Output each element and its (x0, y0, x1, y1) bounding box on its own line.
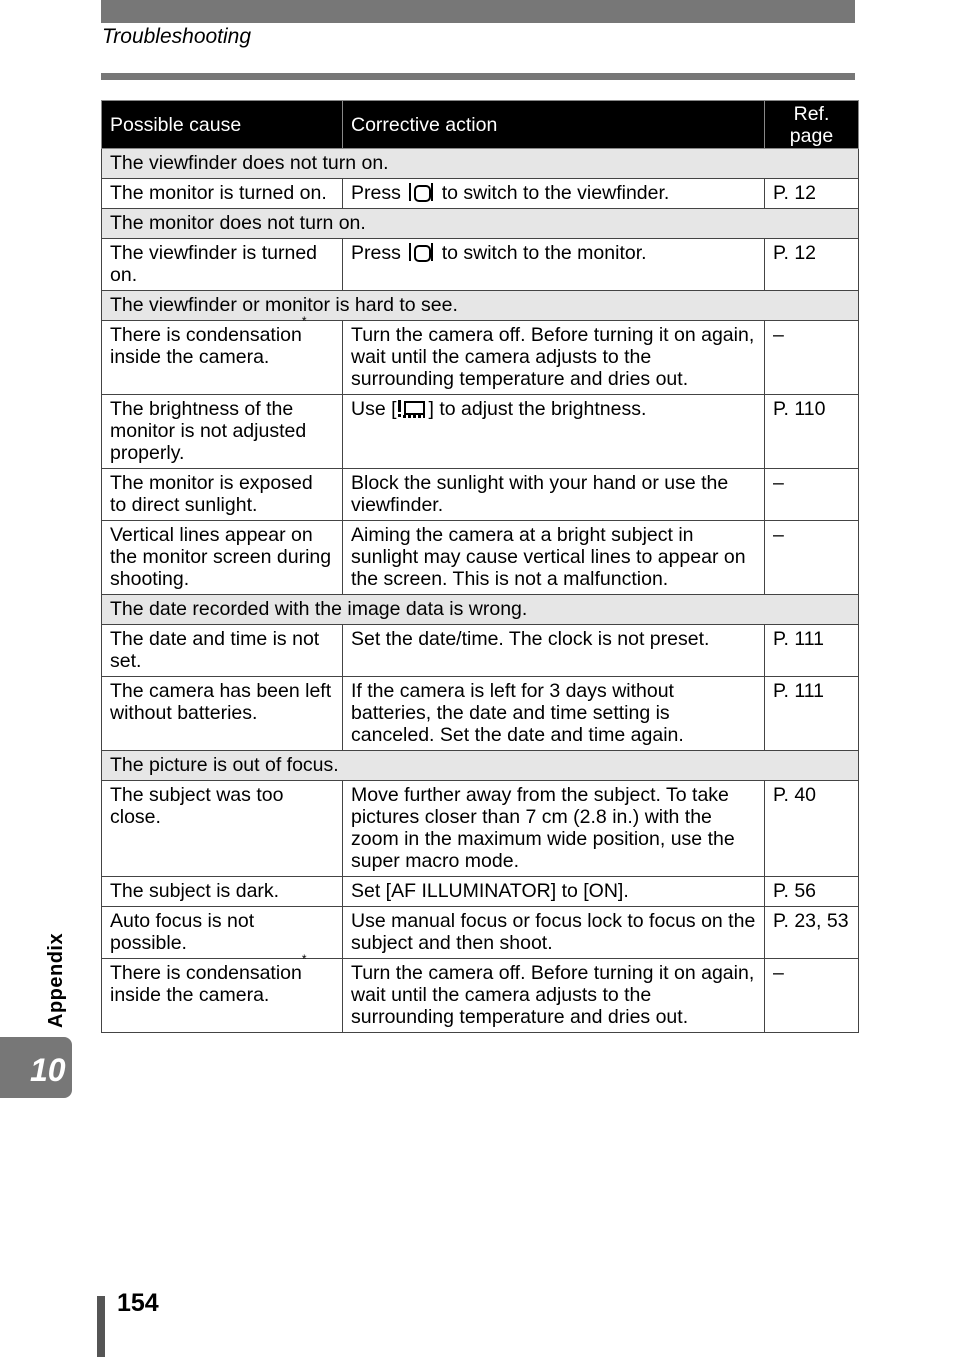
header-rule (101, 73, 855, 80)
action-cell: Press to switch to the viewfinder. (343, 179, 765, 209)
table-row (102, 179, 859, 209)
table-row (102, 321, 859, 395)
table-header-row (102, 101, 859, 149)
viewfinder-monitor-button-icon (408, 243, 434, 261)
cause-cell: Vertical lines appear on the monitor screen during shooting. (102, 521, 343, 595)
ref-page-cell: P. 111 (765, 625, 859, 677)
symptom-group-row (102, 595, 859, 625)
column-header-cause: Possible cause (102, 101, 343, 149)
table-row (102, 959, 859, 1033)
action-cell: Set the date/time. The clock is not preset. (343, 625, 765, 677)
symptom-title: The picture is out of focus. (102, 751, 859, 781)
ref-page-cell: P. 12 (765, 239, 859, 291)
ref-page-cell: P. 23, 53 (765, 907, 859, 959)
action-cell: If the camera is left for 3 days without batteries, the date and time setting is canceled. Set the date and time again. (343, 677, 765, 751)
cause-cell: The viewfinder is turned on. (102, 239, 343, 291)
cause-cell: The date and time is not set. (102, 625, 343, 677)
table-row (102, 625, 859, 677)
symptom-title: The monitor does not turn on. (102, 209, 859, 239)
table-row (102, 677, 859, 751)
table-row (102, 469, 859, 521)
cause-cell: There is condensation* inside the camera. (102, 321, 343, 395)
ref-page-cell: – (765, 469, 859, 521)
ref-page-cell: P. 12 (765, 179, 859, 209)
symptom-group-row (102, 291, 859, 321)
action-cell: Turn the camera off. Before turning it on again, wait until the camera adjusts to the surrounding temperature and dries out. (343, 321, 765, 395)
troubleshooting-table (101, 100, 859, 1033)
cause-cell: The monitor is turned on. (102, 179, 343, 209)
action-cell: Aiming the camera at a bright subject in sunlight may cause vertical lines to appear on the screen. This is not a malfunction. (343, 521, 765, 595)
chapter-number: 10 (30, 1052, 66, 1088)
table-row (102, 239, 859, 291)
column-header-ref-page: Ref. page (765, 101, 859, 149)
action-cell: Set [AF ILLUMINATOR] to [ON]. (343, 877, 765, 907)
action-cell: Use [ ] to adjust the brightness. (343, 395, 765, 469)
table-row (102, 907, 859, 959)
header-bar (101, 0, 855, 23)
footnote-marker: * (301, 952, 307, 966)
column-header-action: Corrective action (343, 101, 765, 149)
cause-cell: The brightness of the monitor is not adjusted properly. (102, 395, 343, 469)
ref-page-cell: P. 40 (765, 781, 859, 877)
cause-cell: The monitor is exposed to direct sunlight. (102, 469, 343, 521)
symptom-title: The date recorded with the image data is wrong. (102, 595, 859, 625)
symptom-group-row (102, 149, 859, 179)
ref-page-cell: P. 111 (765, 677, 859, 751)
table-row (102, 395, 859, 469)
cause-cell: The subject is dark. (102, 877, 343, 907)
action-cell: Move further away from the subject. To take pictures closer than 7 cm (2.8 in.) with the zoom in the maximum wide position, use the super macro mode. (343, 781, 765, 877)
symptom-title: The viewfinder or monitor is hard to see. (102, 291, 859, 321)
symptom-group-row (102, 209, 859, 239)
table-row (102, 877, 859, 907)
cause-cell: The subject was too close. (102, 781, 343, 877)
section-side-label: Appendix (45, 932, 67, 1028)
cause-cell: The camera has been left without batteries. (102, 677, 343, 751)
cause-cell: Auto focus is not possible. (102, 907, 343, 959)
table-row (102, 521, 859, 595)
ref-page-cell: – (765, 321, 859, 395)
table-row (102, 781, 859, 877)
action-cell: Press to switch to the monitor. (343, 239, 765, 291)
symptom-group-row (102, 751, 859, 781)
action-cell: Turn the camera off. Before turning it on again, wait until the camera adjusts to the surrounding temperature and dries out. (343, 959, 765, 1033)
section-title: Troubleshooting (102, 25, 252, 48)
ref-page-cell: – (765, 521, 859, 595)
viewfinder-monitor-button-icon (408, 183, 434, 201)
monitor-brightness-icon (397, 400, 429, 418)
ref-page-cell: P. 110 (765, 395, 859, 469)
footnote-marker: * (301, 314, 307, 328)
action-cell: Use manual focus or focus lock to focus on the subject and then shoot. (343, 907, 765, 959)
ref-page-cell: P. 56 (765, 877, 859, 907)
page-number: 154 (117, 1289, 159, 1317)
page-number-bar (97, 1296, 105, 1357)
action-cell: Block the sunlight with your hand or use the viewfinder. (343, 469, 765, 521)
ref-page-cell: – (765, 959, 859, 1033)
symptom-title: The viewfinder does not turn on. (102, 149, 859, 179)
cause-cell: There is condensation* inside the camera. (102, 959, 343, 1033)
